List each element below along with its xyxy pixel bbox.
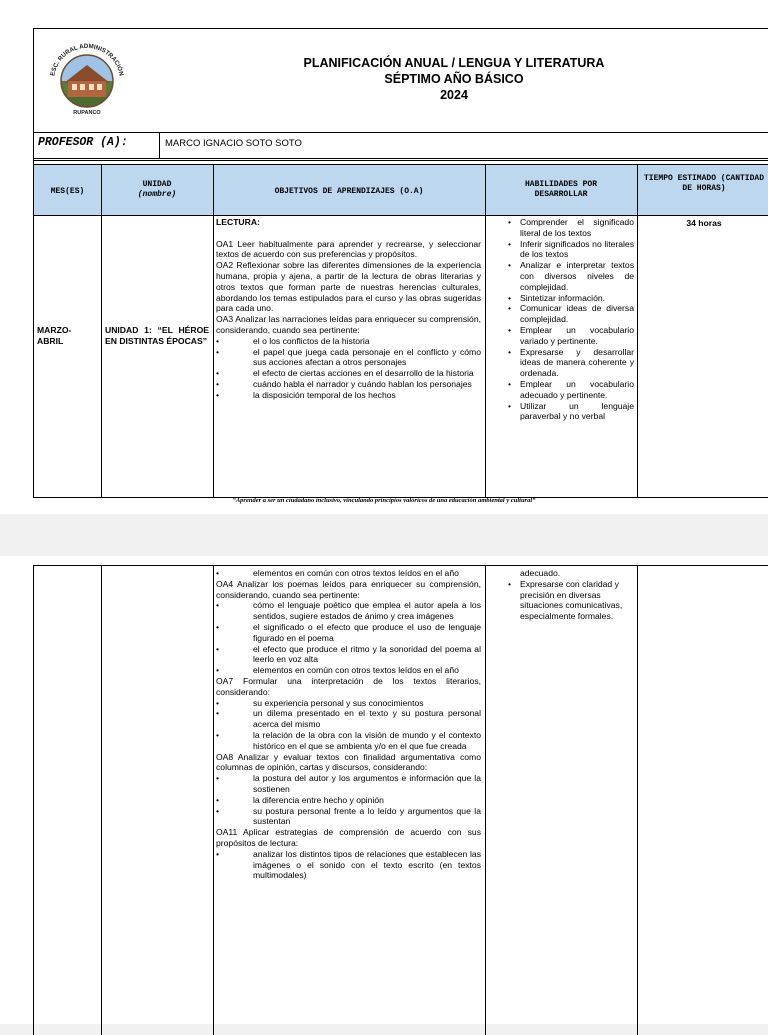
skill-item: • Expresarse con claridad y precisión en diversas situaciones comunicativas, especialmente formales. [506, 579, 634, 622]
document-page-1 [0, 0, 768, 514]
skill-continuation: adecuado. [520, 568, 561, 578]
document-page-2 [0, 556, 768, 1024]
teacher-name: MARCO IGNACIO SOTO SOTO [165, 138, 302, 149]
header-month: MES(ES) [50, 187, 85, 196]
header-time: TIEMPO ESTIMADO (CANTIDAD DE HORAS) [643, 174, 765, 193]
bullet-item: • el efecto que produce el ritmo y la sonoridad del poema al leerlo en voz alta [216, 643, 481, 665]
unit-cell: UNIDAD 1: “EL HÉROE EN DISTINTAS ÉPOCAS” [105, 325, 209, 346]
header-skills: HABILIDADES POR DESARROLLAR [524, 180, 597, 199]
bullet-item: • el o los conflictos de la historia [216, 335, 370, 346]
logo-bottom-text: RUPANCO [73, 110, 101, 115]
skills-cell-page1 [506, 217, 634, 422]
bullet-item: • el papel que juega cada personaje en el conflicto y cómo sus acciones afectan a otros personajes [216, 346, 481, 368]
skills-cell-page2 [506, 568, 634, 622]
bullet-item: • la diferencia entre hecho y opinión [216, 794, 384, 805]
bullet-item: • elementos en común con otros textos leídos en el año [216, 665, 459, 676]
skill-item: • Expresarse y desarrollar ideas de manera coherente y ordenada. [506, 347, 634, 379]
logo-arc-text: ESC. RURAL ADMINISTRACIÓN [49, 42, 125, 77]
title-line-3: 2024 [440, 88, 468, 102]
oa11-text: OA11 Aplicar estrategias de comprensión de acuerdo con sus propósitos de lectura: [216, 827, 481, 848]
time-cell: 34 horas [686, 218, 722, 228]
skill-item: • Comprender el significado literal de los textos [506, 217, 634, 239]
oa8-text: OA8 Analizar y evaluar textos con finalidad argumentativa como columnas de opinión, cartas y discursos, considerando: [216, 751, 481, 773]
skill-item: • Utilizar un lenguaje paraverbal y no verbal [506, 401, 634, 423]
title-line-1: PLANIFICACIÓN ANUAL / LENGUA Y LITERATURA [303, 56, 605, 70]
bullet-item: • analizar los distintos tipos de relaciones que establecen las imágenes o el sonido con el texto escrito (en textos multimodales) [216, 848, 481, 881]
bullet-item: • el significado o el efecto que produce el uso de lenguaje figurado en el poema [216, 621, 481, 643]
skill-item: • Sintetizar información. [506, 293, 634, 304]
skill-item: • Comunicar ideas de diversa complejidad. [506, 303, 634, 325]
bullet-item: • un dilema presentado en el texto y su postura personal acerca del mismo [216, 708, 481, 730]
oa7-text: OA7 Formular una interpretación de los textos literarios, considerando: [216, 675, 481, 697]
bullet-item: • la disposición temporal de los hechos [216, 389, 396, 400]
bullet-item: • elementos en común con otros textos leídos en el año [216, 568, 459, 578]
skill-item: • Emplear un vocabulario adecuado y pertinente. [506, 379, 634, 401]
month-cell: MARZO-ABRIL [37, 325, 72, 346]
bullet-item: • cómo el lenguaje poético que emplea el autor apela a los sentidos, sugiere estados de ánimo y crea imágenes [216, 600, 481, 622]
oa1-text: OA1 Leer habitualmente para aprender y recrearse, y seleccionar textos de acuerdo con sus preferencias y propósitos. [216, 238, 481, 260]
bullet-item: • cuándo habla el narrador y cuándo hablan los personajes [216, 378, 472, 389]
header-unit-sub: (nombre) [137, 190, 177, 199]
bullet-item: • la postura del autor y los argumentos e información que la sostienen [216, 773, 481, 794]
skill-item: • Inferir significados no literales de los textos [506, 239, 634, 261]
objectives-cell-page2 [216, 568, 481, 881]
bullet-item: • su experiencia personal y sus conocimientos [216, 697, 424, 708]
header-unit-label: UNIDAD [142, 180, 172, 189]
footer-quote: “Aprender a ser un ciudadano inclusivo, vinculando principios valóricos de una educación ambiental y cultural” [232, 497, 536, 504]
header-objectives: OBJETIVOS DE APRENDIZAJES (O.A) [274, 187, 424, 196]
skill-item: • Analizar e interpretar textos con diversos niveles de complejidad. [506, 260, 634, 292]
skill-item: • Emplear un vocabulario variado y pertinente. [506, 325, 634, 347]
bullet-item: • su postura personal frente a lo leído y argumentos que la sustentan [216, 805, 481, 827]
bullet-item: • el efecto de ciertas acciones en el desarrollo de la historia [216, 368, 474, 379]
title-line-2: SÉPTIMO AÑO BÁSICO [384, 72, 524, 86]
oa3-text: OA3 Analizar las narraciones leídas para enriquecer su comprensión, considerando, cuando sea pertinente: [216, 314, 481, 335]
teacher-label: PROFESOR (A): [38, 136, 128, 149]
bullet-item: • la relación de la obra con la visión de mundo y el contexto histórico en el que se ambienta y/o en el que fue creada [216, 729, 481, 751]
oa2-text: OA2 Reflexionar sobre las diferentes dimensiones de la experiencia humana, propia y ajena, a partir de la lectura de obras literarias y otros textos que forman parte de nuestras herencias culturales, abordando los temas estipulados para el curso y las obras sugeridas para cada uno. [216, 260, 481, 314]
objectives-cell-page1 [216, 217, 481, 401]
objectives-heading: LECTURA: [216, 217, 260, 227]
header-unit [101, 180, 213, 200]
oa4-text: OA4 Analizar los poemas leídos para enriquecer su comprensión, considerando, cuando sea pertinente: [216, 578, 481, 600]
